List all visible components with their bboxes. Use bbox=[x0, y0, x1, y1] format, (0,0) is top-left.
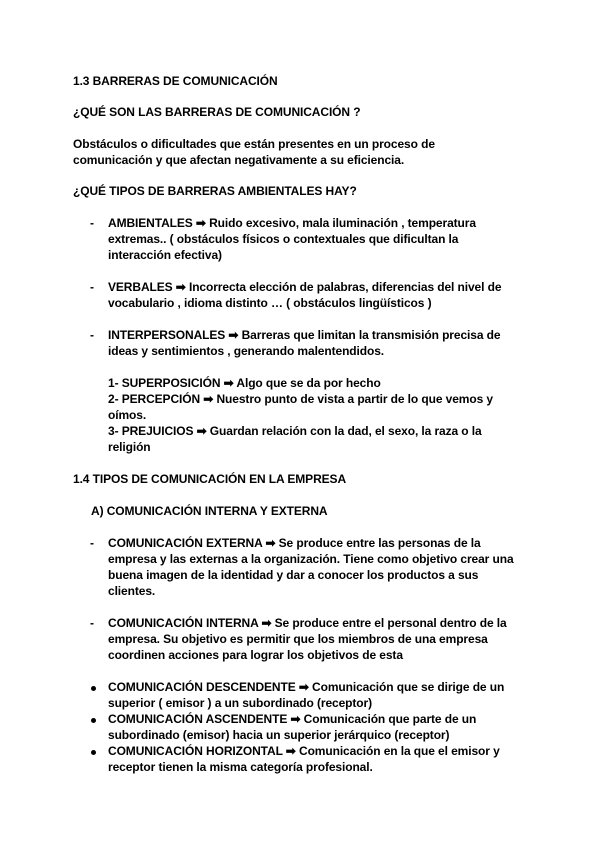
list-dash: - bbox=[90, 216, 94, 230]
externa-line-3: buena imagen de la identidad y dar a conocer los productos a sus bbox=[108, 568, 479, 582]
subitem-percepcion-line-2: oímos. bbox=[108, 408, 147, 422]
list-dash: - bbox=[90, 536, 94, 550]
ascendente-line-2: subordinado (emisor) hacia un superior jerárquico (receptor) bbox=[108, 728, 450, 742]
section-title-1-3: 1.3 BARRERAS DE COMUNICACIÓN bbox=[73, 74, 278, 88]
subitem-prejuicios-line-2: religión bbox=[108, 440, 151, 454]
externa-line-2: empresa y las externas a la organización. Tiene como objetivo crear una bbox=[108, 552, 514, 566]
definition-line-2: comunicación y que afectan negativamente a su eficiencia. bbox=[73, 153, 405, 167]
subitem-percepcion-line-1: 2- PERCEPCIÓN ➡ Nuestro punto de vista a partir de lo que vemos y bbox=[108, 392, 493, 406]
list-dash: - bbox=[90, 328, 94, 342]
bullet-icon bbox=[91, 686, 96, 691]
verbales-line-2: vocabulario , idioma distinto … ( obstáculos lingüísticos ) bbox=[108, 296, 432, 310]
externa-line-4: clientes. bbox=[108, 584, 156, 598]
ambientales-line-1: AMBIENTALES ➡ Ruido excesivo, mala iluminación , temperatura bbox=[108, 216, 476, 230]
verbales-line-1: VERBALES ➡ Incorrecta elección de palabras, diferencias del nivel de bbox=[108, 280, 502, 294]
interpersonales-line-2: ideas y sentimientos , generando malentendidos. bbox=[108, 344, 385, 358]
ambientales-line-3: interacción efectiva) bbox=[108, 248, 222, 262]
definition-line-1: Obstáculos o dificultades que están presentes en un proceso de bbox=[73, 137, 435, 151]
descendente-line-1: COMUNICACIÓN DESCENDENTE ➡ Comunicación que se dirige de un bbox=[108, 680, 505, 694]
subitem-prejuicios-line-1: 3- PREJUICIOS ➡ Guardan relación con la dad, el sexo, la raza o la bbox=[108, 424, 482, 438]
ascendente-line-1: COMUNICACIÓN ASCENDENTE ➡ Comunicación que parte de un bbox=[108, 712, 477, 726]
list-dash: - bbox=[90, 616, 94, 630]
bullet-icon bbox=[91, 750, 96, 755]
question-heading-1: ¿QUÉ SON LAS BARRERAS DE COMUNICACIÓN ? bbox=[73, 105, 361, 119]
interpersonales-line-1: INTERPERSONALES ➡ Barreras que limitan la transmisión precisa de bbox=[108, 328, 501, 342]
list-dash: - bbox=[90, 280, 94, 294]
horizontal-line-1: COMUNICACIÓN HORIZONTAL ➡ Comunicación en la que el emisor y bbox=[108, 744, 500, 758]
interna-line-1: COMUNICACIÓN INTERNA ➡ Se produce entre el personal dentro de la bbox=[108, 616, 507, 630]
interna-line-2: empresa. Su objetivo es permitir que los miembros de una empresa bbox=[108, 632, 488, 646]
bullet-icon bbox=[91, 718, 96, 723]
externa-line-1: COMUNICACIÓN EXTERNA ➡ Se produce entre las personas de la bbox=[108, 536, 481, 550]
interna-line-3: coordinen acciones para lograr los objetivos de esta bbox=[108, 648, 403, 662]
subsection-title-a: A) COMUNICACIÓN INTERNA Y EXTERNA bbox=[91, 504, 328, 518]
ambientales-line-2: extremas.. ( obstáculos físicos o contextuales que dificultan la bbox=[108, 232, 459, 246]
descendente-line-2: superior ( emisor ) a un subordinado (receptor) bbox=[108, 696, 372, 710]
horizontal-line-2: receptor tienen la misma categoría profesional. bbox=[108, 760, 373, 774]
subitem-superposicion: 1- SUPERPOSICIÓN ➡ Algo que se da por hecho bbox=[108, 376, 381, 390]
question-heading-2: ¿QUÉ TIPOS DE BARRERAS AMBIENTALES HAY? bbox=[73, 184, 357, 198]
section-title-1-4: 1.4 TIPOS DE COMUNICACIÓN EN LA EMPRESA bbox=[73, 472, 347, 486]
